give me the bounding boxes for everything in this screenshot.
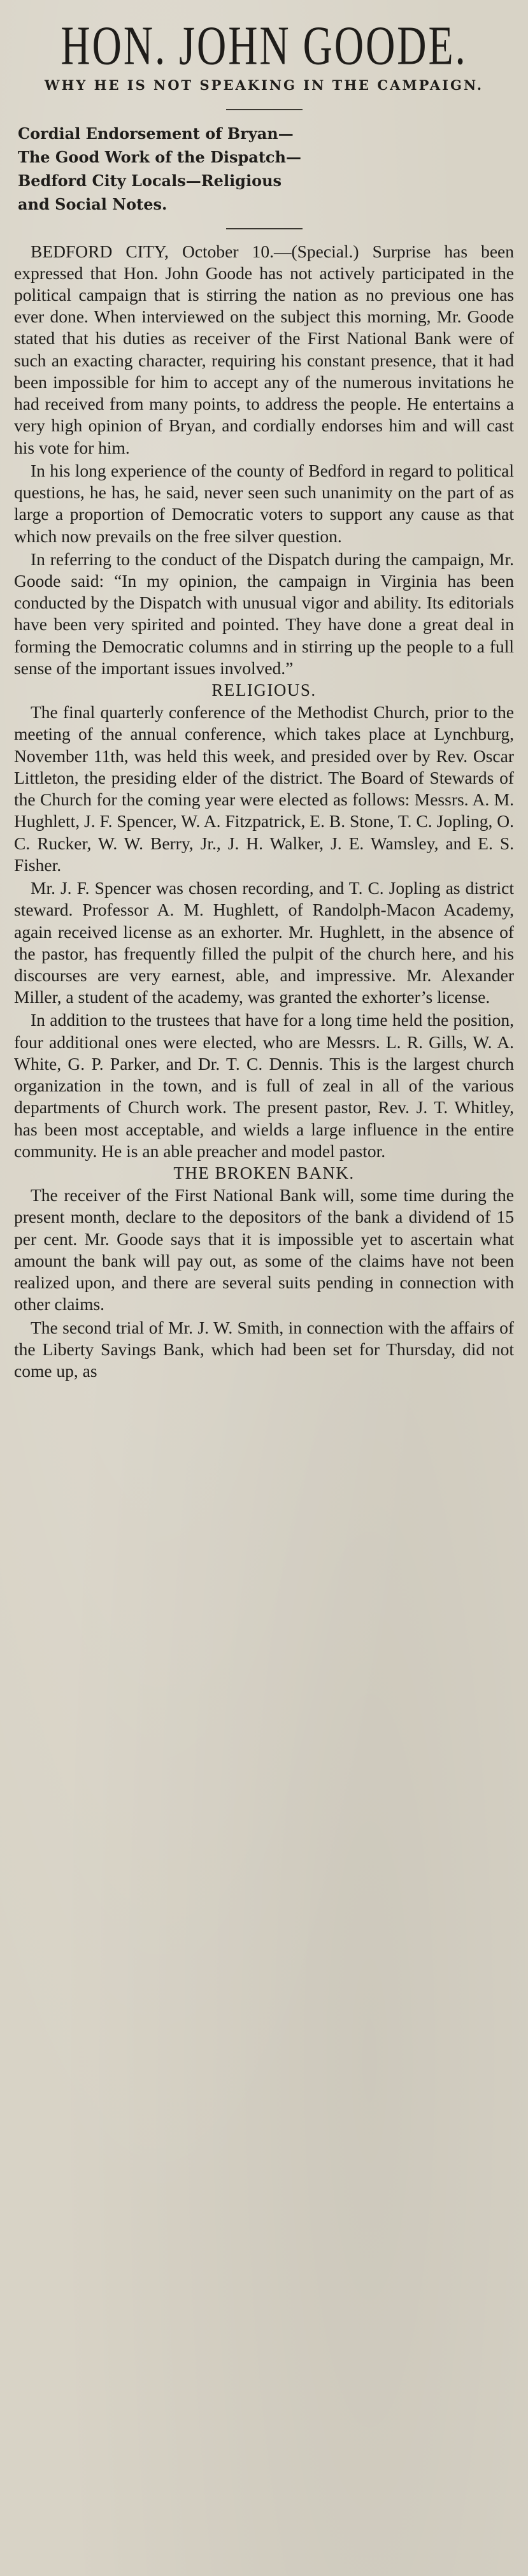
divider-rule: [226, 109, 303, 110]
deck-line: The Good Work of the Dispatch—: [18, 147, 301, 166]
body-paragraph: The final quarterly conference of the Methodist Church, prior to the meeting of the annual conference, which takes place at Lynchburg, November 11th, was held this week, and presided over by Rev. Oscar Littleton, the presiding elder of the district. The Board of Stewards of the Church for the coming year were elected as follows: Messrs. A. M. Hughlett, J. F. Spencer, W. A. Fitzpatrick, E. B. Stone, T. C. Jopling, O. C. Rucker, W. W. Berry, Jr., J. H. Walker, J. E. Wamsley, and E. S. Fisher.: [14, 702, 514, 875]
headline: HON. JOHN GOODE.: [61, 15, 467, 76]
body-paragraph: BEDFORD CITY, October 10.—(Special.) Surprise has been expressed that Hon. John Goode has not actively participated in the political campaign that is stirring the nation as no previous one has ever done. When interviewed on the subject this morning, Mr. Goode stated that his duties as receiver of the First National Bank were of such an exacting character, requiring his constant presence, that it had been impossible for him to accept any of the numerous invitations he had received from many points, to address the people. He entertains a very high opinion of Bryan, and cordially endorses him and will cast his vote for him.: [14, 241, 514, 457]
body-paragraph: The receiver of the First National Bank will, some time during the present month, declare to the depositors of the bank a dividend of 15 per cent. Mr. Goode says that it is impossible yet to ascertain what amount the bank will pay out, as some of the claims have not been realized upon, and there are several suits pending in connection with other claims.: [14, 1185, 514, 1314]
deck-line: and Social Notes.: [18, 195, 168, 214]
deck-summary: [18, 122, 514, 217]
body-paragraph: In addition to the trustees that have for a long time held the position, four additional ones were elected, who are Messrs. L. R. Gills, W. A. White, G. P. Parker, and Dr. T. C. Dennis. This is the largest church organization in the town, and is full of zeal in all of the various departments of Church work. The present pastor, Rev. J. T. Whitley, has been most acceptable, and wields a large influence in the entire community. He is an able preacher and model pastor.: [14, 1010, 514, 1161]
section-heading-broken-bank: THE BROKEN BANK.: [173, 1163, 355, 1183]
body-paragraph: In his long experience of the county of Bedford in regard to political questions, he has, he said, never seen such unanimity on the part of as large a proportion of Democratic voters to support any cause as that which now prevails on the free silver question.: [14, 460, 514, 546]
section-heading-religious: RELIGIOUS.: [211, 680, 317, 700]
body-paragraph: The second trial of Mr. J. W. Smith, in connection with the affairs of the Liberty Savings Bank, which had been set for Thursday, did not come up, as: [14, 1317, 514, 1381]
subheadline: WHY HE IS NOT SPEAKING IN THE CAMPAIGN.: [44, 77, 484, 93]
body-paragraph: In referring to the conduct of the Dispatch during the campaign, Mr. Goode said: “In my opinion, the campaign in Virginia has been conducted by the Dispatch with unusual vigor and ability. Its editorials have been very spirited and pointed. They have done a great deal in forming the Democratic columns and in stirring up the people to a full sense of the important issues involved.”: [14, 549, 514, 678]
body-paragraph: Mr. J. F. Spencer was chosen recording, and T. C. Jopling as district steward. Professor A. M. Hughlett, of Randolph-Macon Academy, again received license as an exhorter. Mr. Hughlett, in the absence of the pastor, has frequently filled the pulpit of the church here, and his discourses are very earnest, able, and impressive. Mr. Alexander Miller, a student of the academy, was granted the exhorter’s license.: [14, 878, 514, 1007]
deck-line: Bedford City Locals—Religious: [18, 171, 282, 191]
divider-rule: [226, 228, 303, 229]
deck-line: Cordial Endorsement of Bryan—: [18, 124, 294, 143]
